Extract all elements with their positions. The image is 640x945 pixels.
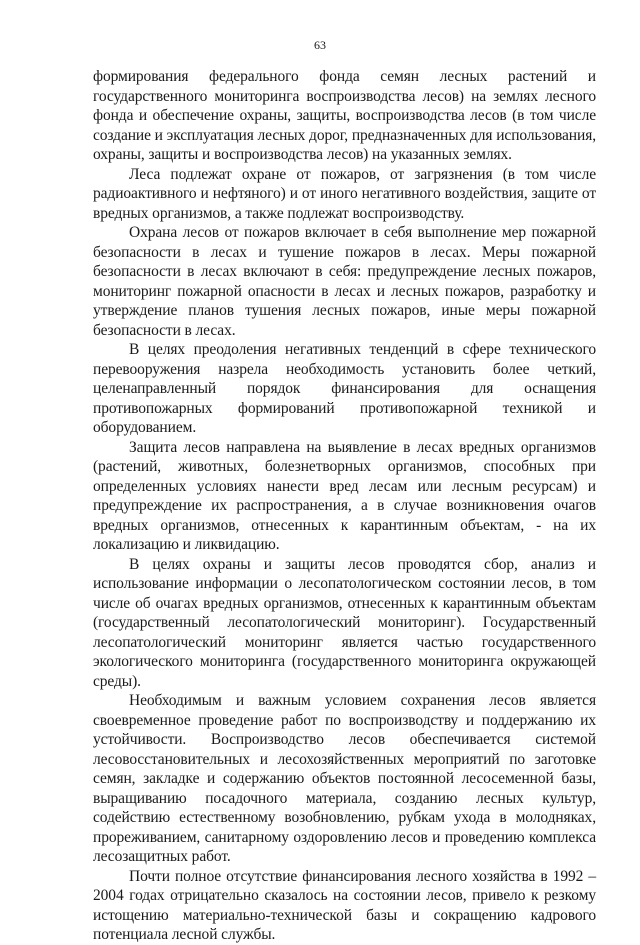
- document-body: [93, 67, 596, 945]
- paragraph-forest-pathology-monitoring: В целях охраны и защиты лесов проводятся сбор, анализ и использование информации о лесопатологическом состоянии лесов, в том числе об очагах вредных организмов, отнесенных к карантинным объектам (государственный лесопатологический мониторинг). Государственный лесопатологический мониторинг является частью государственного экологического мониторинга (государственного мониторинга окружающей среды).: [93, 555, 596, 690]
- paragraph-pest-protection: Защита лесов направлена на выявление в лесах вредных организмов (растений, животных, болезнетворных организмов, способных при определенных условиях нанести вред лесам или лесным ресурсам) и предупреждение их распространения, а в случае возникновения очагов вредных организмов, отнесенных к карантинным объектам, - на их локализацию и ликвидацию.: [93, 438, 596, 553]
- paragraph-technical-reequipment: В целях преодоления негативных тенденций в сфере технического перевооружения назрела необходимость установить более четкий, целенаправленный порядок финансирования для оснащения противопожарных формирований противопожарной техникой и оборудованием.: [93, 341, 596, 436]
- paragraph-forest-protection: Леса подлежат охране от пожаров, от загрязнения (в том числе радиоактивного и нефтяного) и от иного негативного воздействия, защите от вредных организмов, а также подлежат воспроизводству.: [93, 165, 596, 222]
- page-number: 63: [314, 38, 326, 52]
- paragraph-fire-protection: Охрана лесов от пожаров включает в себя выполнение мер пожарной безопасности в лесах и тушение пожаров в лесах. Меры пожарной безопасности в лесах включают в себя: предупреждение лесных пожаров, мониторинг пожарной опасности в лесах и лесных пожаров, разработку и утверждение планов тушения лесных пожаров, иные меры пожарной безопасности в лесах.: [93, 224, 596, 339]
- paragraph-continuation: формирования федерального фонда семян лесных растений и государственного мониторинга воспроизводства лесов) на землях лесного фонда и обеспечение охраны, защиты, воспроизводства лесов (в том числе создание и эксплуатация лесных дорог, предназначенных для использования, охраны, защиты и воспроизводства лесов) на указанных землях.: [93, 68, 597, 163]
- paragraph-funding-shortage: Почти полное отсутствие финансирования лесного хозяйства в 1992 – 2004 годах отрицательно сказалось на состоянии лесов, привело к резкому истощению материально-технической базы и сокращению кадрового потенциала лесной службы.: [93, 867, 596, 943]
- paragraph-forest-reproduction: Необходимым и важным условием сохранения лесов является своевременное проведение работ по воспроизводству и поддержанию их устойчивости. Воспроизводство лесов обеспечивается системой лесовосстановительных и лесохозяйственных мероприятий по заготовке семян, закладке и содержанию объектов постоянной лесосеменной базы, выращиванию посадочного материала, созданию лесных культур, содействию естественному возобновлению, рубкам ухода в молодняках, прореживанием, санитарному оздоровлению лесов и проведению комплекса лесозащитных работ.: [93, 692, 596, 865]
